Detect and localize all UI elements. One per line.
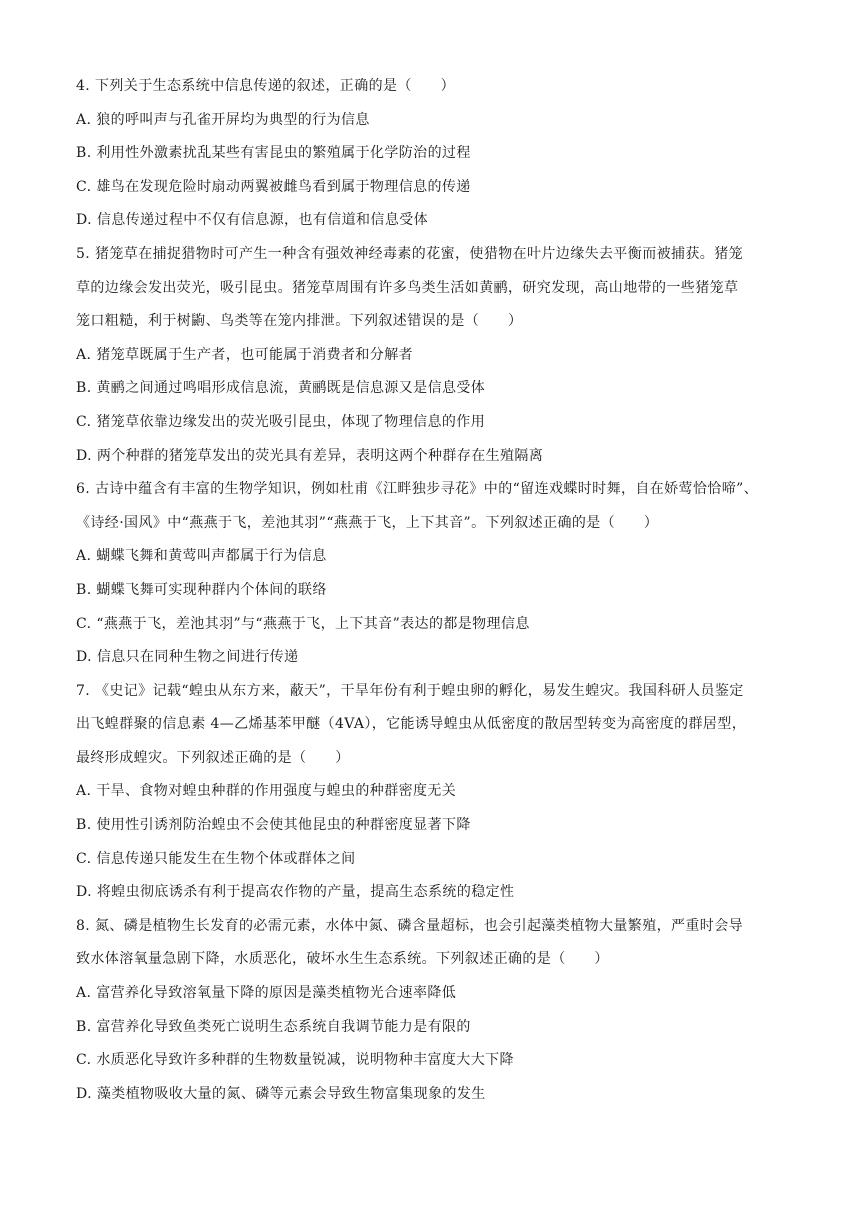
question-7-option-a: A. 干旱、食物对蝗虫种群的作用强度与蝗虫的种群密度无关: [76, 783, 457, 800]
question-7-stem-line-2: 出飞蝗群聚的信息素 4—乙烯基苯甲醚（4VA），它能诱导蝗虫从低密度的散居型转变为高密度的群居型，: [76, 716, 747, 733]
question-5-option-a: A. 猪笼草既属于生产者，也可能属于消费者和分解者: [76, 346, 414, 363]
question-7-option-c: C. 信息传递只能发生在生物个体或群体之间: [76, 850, 356, 867]
question-6: [76, 473, 784, 675]
question-7-stem-line-1: 7. 《史记》记载“蝗虫从东方来，蔽天”，干旱年份有利于蝗虫卵的孵化，易发生蝗灾。我国科研人员鉴定: [76, 682, 744, 699]
question-5: [76, 238, 784, 473]
question-6-stem-line-1: 6. 古诗中蕴含有丰富的生物学知识，例如杜甫《江畔独步寻花》中的“留连戏蝶时时舞，自在娇莺恰恰啼”、: [76, 481, 759, 498]
question-6-option-d: D. 信息只在同种生物之间进行传递: [76, 649, 299, 666]
question-6-stem-line-2: 《诗经·国风》中“燕燕于飞，差池其羽”“燕燕于飞，上下其音”。下列叙述正确的是（ ）: [76, 514, 659, 531]
question-5-stem-line-2: 草的边缘会发出荧光，吸引昆虫。猪笼草周围有许多鸟类生活如黄鹂，研究发现，高山地带的一些猪笼草: [76, 279, 739, 296]
question-4-option-d: D. 信息传递过程中不仅有信息源，也有信道和信息受体: [76, 212, 429, 229]
question-4-option-c: C. 雄鸟在发现危险时扇动两翼被雌鸟看到属于物理信息的传递: [76, 178, 471, 195]
question-4: [76, 70, 784, 238]
question-6-option-b: B. 蝴蝶飞舞可实现种群内个体间的联络: [76, 581, 327, 598]
question-7-option-d: D. 将蝗虫彻底诱杀有利于提高农作物的产量，提高生态系统的稳定性: [76, 884, 515, 901]
question-6-option-c: C. “燕燕于飞，差池其羽”与“燕燕于飞，上下其音”表达的都是物理信息: [76, 615, 530, 632]
question-4-option-a: A. 狼的呼叫声与孔雀开屏均为典型的行为信息: [76, 111, 370, 128]
question-8-stem-line-2: 致水体溶氧量急剧下降，水质恶化，破坏水生生态系统。下列叙述正确的是（ ）: [76, 951, 609, 968]
question-5-option-d: D. 两个种群的猪笼草发出的荧光具有差异，表明这两个种群存在生殖隔离: [76, 447, 544, 464]
question-5-option-c: C. 猪笼草依靠边缘发出的荧光吸引昆虫，体现了物理信息的作用: [76, 413, 486, 430]
question-8: [76, 910, 784, 1112]
question-7-stem-line-3: 最终形成蝗灾。下列叙述正确的是（ ）: [76, 749, 350, 766]
question-7-option-b: B. 使用性引诱剂防治蝗虫不会使其他昆虫的种群密度显著下降: [76, 817, 471, 834]
question-8-stem-line-1: 8. 氮、磷是植物生长发育的必需元素，水体中氮、磷含量超标，也会引起藻类植物大量繁殖，严重时会导: [76, 917, 744, 934]
question-8-option-a: A. 富营养化导致溶氧量下降的原因是藻类植物光合速率降低: [76, 985, 457, 1002]
question-6-option-a: A. 蝴蝶飞舞和黄莺叫声都属于行为信息: [76, 548, 327, 565]
question-5-option-b: B. 黄鹂之间通过鸣唱形成信息流，黄鹂既是信息源又是信息受体: [76, 380, 486, 397]
question-7: [76, 675, 784, 910]
question-8-option-d: D. 藻类植物吸收大量的氮、磷等元素会导致生物富集现象的发生: [76, 1085, 486, 1102]
question-8-option-c: C. 水质恶化导致许多种群的生物数量锐减，说明物种丰富度大大下降: [76, 1052, 514, 1069]
question-4-option-b: B. 利用性外激素扰乱某些有害昆虫的繁殖属于化学防治的过程: [76, 145, 471, 162]
question-8-option-b: B. 富营养化导致鱼类死亡说明生态系统自我调节能力是有限的: [76, 1018, 471, 1035]
question-5-stem-line-3: 笼口粗糙，利于树鼩、鸟类等在笼内排泄。下列叙述错误的是（ ）: [76, 313, 523, 330]
question-5-stem-line-1: 5. 猪笼草在捕捉猎物时可产生一种含有强效神经毒素的花蜜，使猎物在叶片边缘失去平衡而被捕获。猪笼: [76, 245, 744, 262]
question-4-stem-line-1: 4. 下列关于生态系统中信息传递的叙述，正确的是（ ）: [76, 78, 456, 94]
